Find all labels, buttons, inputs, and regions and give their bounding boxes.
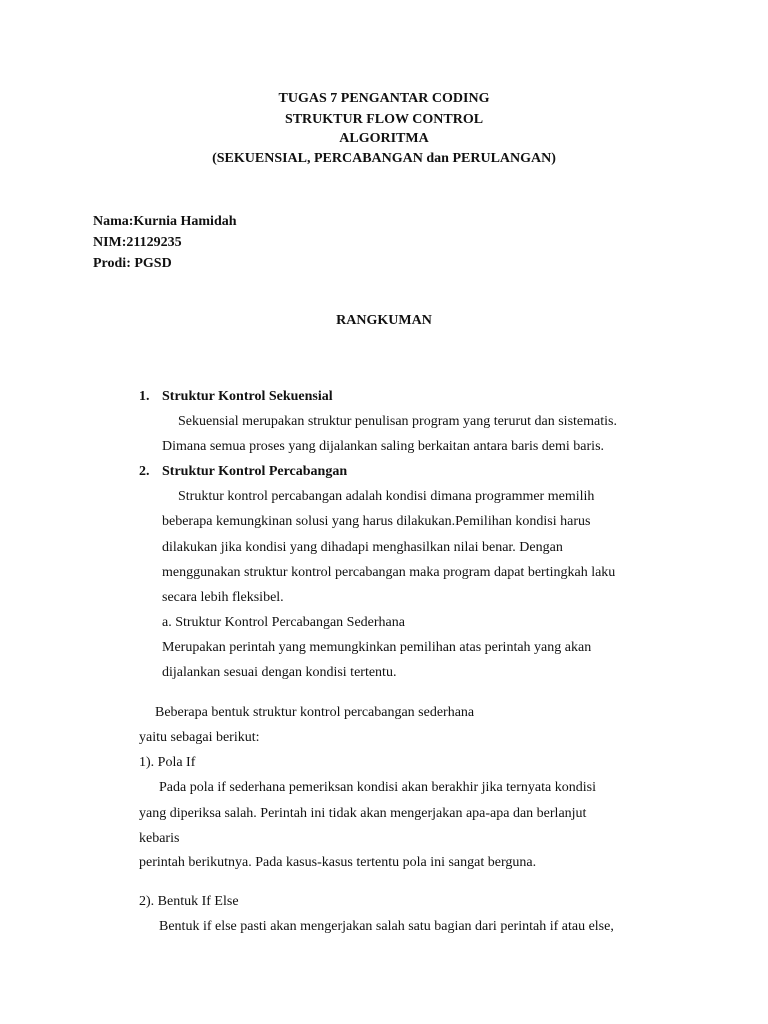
paragraph-line: Merupakan perintah yang memungkinkan pemilihan atas perintah yang akan bbox=[162, 640, 592, 655]
doc-title-line-2: STRUKTUR FLOW CONTROL bbox=[284, 112, 484, 127]
paragraph-line: dijalankan sesuai dengan kondisi tertentu. bbox=[162, 665, 397, 680]
paragraph-line: yang diperiksa salah. Perintah ini tidak akan mengerjakan apa-apa dan berlanjut bbox=[139, 806, 587, 821]
list-number-2: 2. bbox=[139, 464, 150, 479]
paragraph-line: Dimana semua proses yang dijalankan saling berkaitan antara baris demi baris. bbox=[162, 439, 605, 454]
subheading-if-else: 2). Bentuk If Else bbox=[139, 894, 239, 909]
paragraph-line: Bentuk if else pasti akan mengerjakan salah satu bagian dari perintah if atau else, bbox=[159, 919, 614, 934]
subheading-percabangan-sederhana: a. Struktur Kontrol Percabangan Sederhana bbox=[162, 615, 405, 630]
list-number-1: 1. bbox=[139, 389, 150, 404]
paragraph-line: perintah berikutnya. Pada kasus-kasus tertentu pola ini sangat berguna. bbox=[139, 855, 537, 870]
paragraph-line: beberapa kemungkinan solusi yang harus dilakukan.Pemilihan kondisi harus bbox=[162, 514, 591, 529]
section-title: RANGKUMAN bbox=[336, 313, 432, 328]
paragraph-line: Pada pola if sederhana pemeriksan kondisi akan berakhir jika ternyata kondisi bbox=[159, 780, 596, 795]
paragraph-line: menggunakan struktur kontrol percabangan maka program dapat bertingkah laku bbox=[162, 565, 616, 580]
list-heading-percabangan: Struktur Kontrol Percabangan bbox=[162, 464, 348, 479]
paragraph-line: Beberapa bentuk struktur kontrol percabangan sederhana bbox=[155, 705, 475, 720]
doc-title-line-4: (SEKUENSIAL, PERCABANGAN dan PERULANGAN) bbox=[212, 151, 556, 166]
paragraph-line: secara lebih fleksibel. bbox=[162, 590, 284, 605]
list-heading-sekuensial: Struktur Kontrol Sekuensial bbox=[162, 389, 333, 404]
student-prodi: Prodi: PGSD bbox=[93, 256, 172, 271]
student-name: Nama:Kurnia Hamidah bbox=[93, 214, 237, 229]
student-nim: NIM:21129235 bbox=[93, 235, 182, 250]
paragraph-line: Sekuensial merupakan struktur penulisan program yang terurut dan sistematis. bbox=[178, 414, 617, 429]
doc-title-line-1: TUGAS 7 PENGANTAR CODING bbox=[278, 91, 490, 106]
subheading-pola-if: 1). Pola If bbox=[139, 755, 196, 770]
paragraph-line: kebaris bbox=[139, 831, 180, 846]
doc-title-line-3: ALGORITMA bbox=[339, 131, 429, 146]
paragraph-line: Struktur kontrol percabangan adalah kondisi dimana programmer memilih bbox=[178, 489, 595, 504]
paragraph-line: yaitu sebagai berikut: bbox=[139, 730, 260, 745]
paragraph-line: dilakukan jika kondisi yang dihadapi menghasilkan nilai benar. Dengan bbox=[162, 540, 563, 555]
